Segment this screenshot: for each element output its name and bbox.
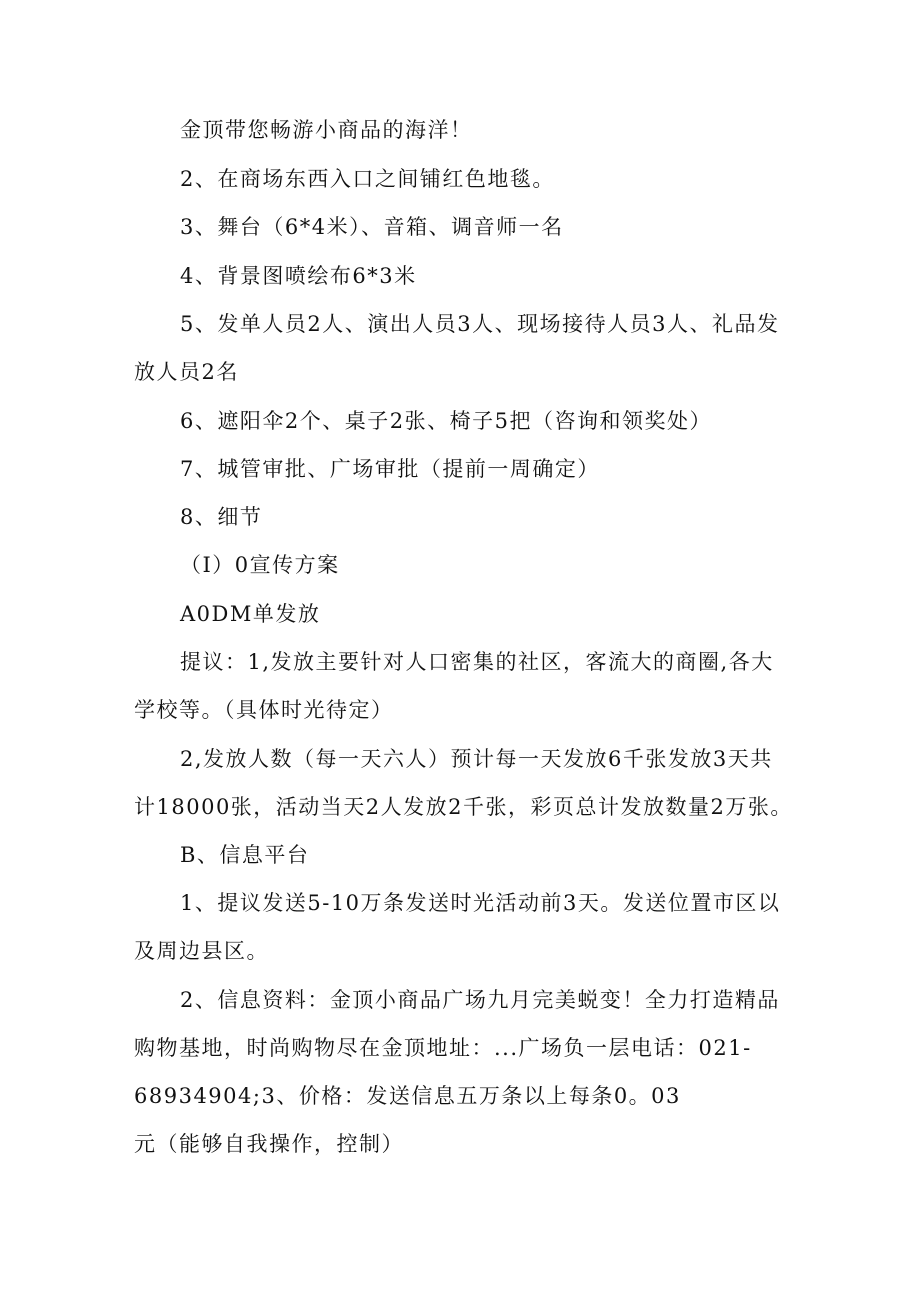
- text-line: 3、舞台（6*4米）、音箱、调音师一名: [180, 215, 564, 239]
- text-line: 元（能够自我操作，控制）: [134, 1132, 404, 1156]
- text-line: 及周边县区。: [134, 939, 269, 963]
- text-line: B、信息平台: [180, 843, 310, 867]
- text-line: 6、遮阳伞2个、桌子2张、椅子5把（咨询和领奖处）: [180, 409, 712, 433]
- text-line: 学校等。（具体时光待定）: [134, 698, 394, 722]
- text-line: 5、发单人员2人、演出人员3人、现场接待人员3人、礼品发: [180, 312, 780, 336]
- text-line: 8、细节: [180, 505, 263, 529]
- text-line: 2、在商场东西入口之间铺红色地毯。: [180, 167, 555, 191]
- text-line: 4、背景图喷绘布6*3米: [180, 264, 417, 288]
- text-line: （I）0宣传方案: [180, 553, 340, 577]
- text-line: 2、信息资料：金顶小商品广场九月完美蜕变！全力打造精品: [180, 988, 780, 1012]
- text-line: 放人员2名: [134, 360, 239, 384]
- text-line: 金顶带您畅游小商品的海洋！: [180, 118, 473, 142]
- text-line: 68934904;3、价格：发送信息五万条以上每条0。03: [134, 1084, 681, 1108]
- text-line: 计18000张，活动当天2人发放2千张，彩页总计发放数量2万张。: [134, 795, 793, 819]
- text-line: 1、提议发送5-10万条发送时光活动前3天。发送位置市区以: [180, 891, 781, 915]
- text-line: A0DM单发放: [180, 602, 321, 626]
- text-line: 购物基地，时尚购物尽在金顶地址：...广场负一层电话：021-: [134, 1036, 752, 1060]
- text-line: 提议：1,发放主要针对人口密集的社区，客流大的商圈,各大: [180, 650, 774, 674]
- text-line: 7、城管审批、广场审批（提前一周确定）: [180, 457, 600, 481]
- text-line: 2,发放人数（每一天六人）预计每一天发放6千张发放3天共: [180, 747, 773, 771]
